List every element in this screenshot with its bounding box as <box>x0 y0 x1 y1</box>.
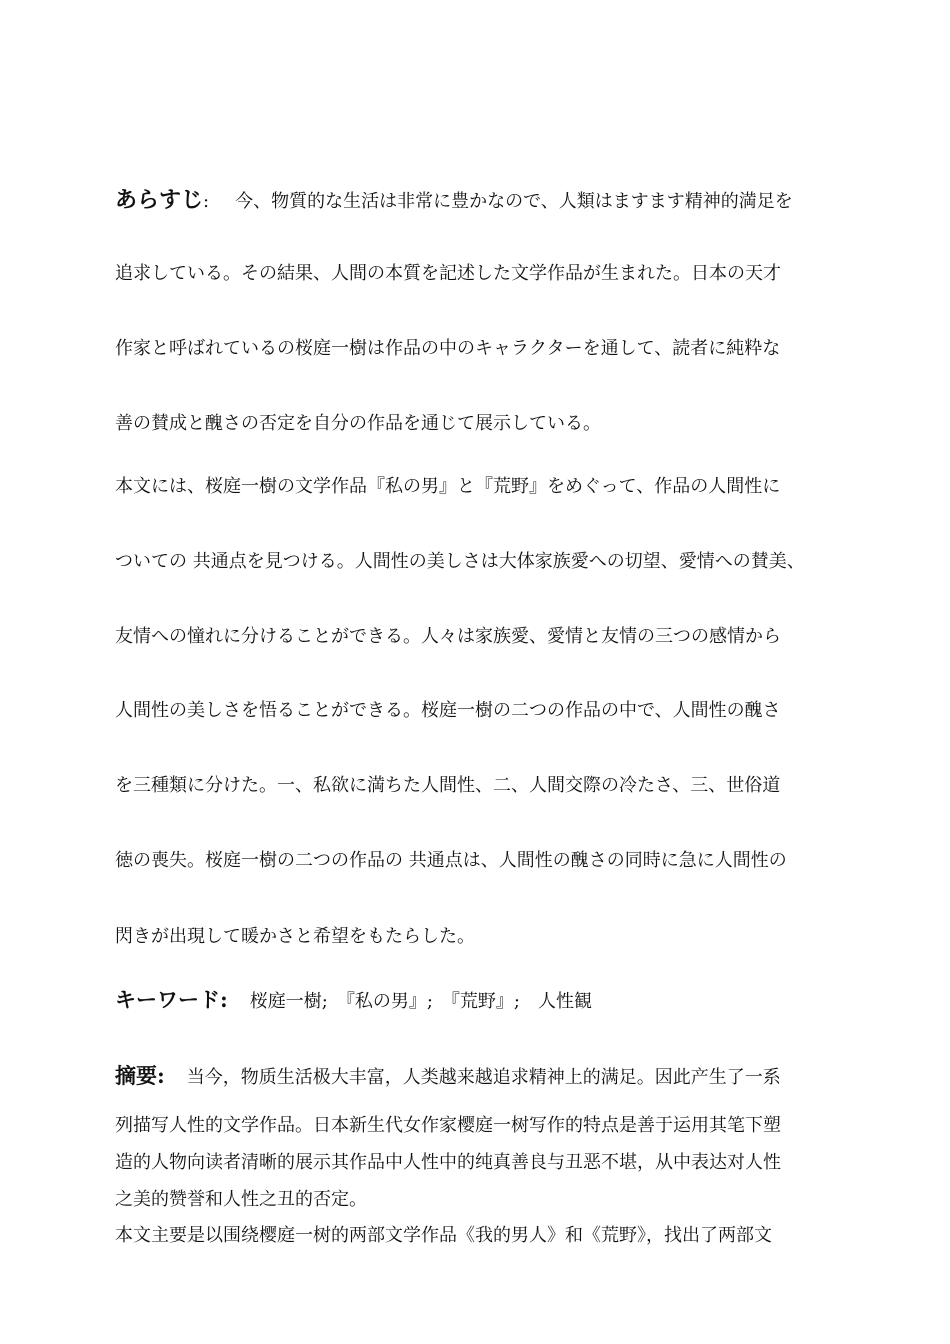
arasuji-line-4: 善の賛成と醜さの否定を自分の作品を通じて展示している。 <box>115 413 601 434</box>
abstract-cn-line-3: 造的人物向读者清晰的展示其作品中人性中的纯真善良与丑恶不堪，从中表达对人性 <box>115 1152 781 1173</box>
arasuji-line-6: ついての 共通点を見つける。人間性の美しさは大体家族愛への切望、愛情への賛美、 <box>115 551 805 572</box>
arasuji-line-3: 作家と呼ばれているの桜庭一樹は作品の中のキャラクターを通して、読者に純粋な <box>115 338 781 359</box>
arasuji-line-8: 人間性の美しさを悟ることができる。桜庭一樹の二つの作品の中で、人間性の醜さ <box>115 700 781 721</box>
abstract-cn-label: 摘要: <box>115 1063 165 1088</box>
abstract-cn-line-2: 列描写人性的文学作品。日本新生代女作家樱庭一树写作的特点是善于运用其笔下塑 <box>115 1115 781 1136</box>
arasuji-line-1: 今、物質的な生活は非常に豊かなので、人類はますます精神的満足を <box>235 191 793 212</box>
arasuji-line-7: 友情への憧れに分けることができる。人々は家族愛、愛情と友情の三つの感情から <box>115 626 781 647</box>
abstract-cn-line-4: 之美的赞誉和人性之丑的否定。 <box>115 1189 367 1210</box>
arasuji-line-10: 徳の喪失。桜庭一樹の二つの作品の 共通点は、人間性の醜さの同時に急に人間性の <box>115 850 787 871</box>
arasuji-label: あらすじ <box>115 187 204 213</box>
keywords-text: 桜庭一樹; 『私の男』; 『荒野』; 人性観 <box>249 991 592 1012</box>
arasuji-line-2: 追求している。その結果、人間の本質を記述した文学作品が生まれた。日本の天才 <box>115 263 781 284</box>
abstract-cn-line-1: 当今，物质生活极大丰富，人类越来越追求精神上的满足。因此产生了一系 <box>186 1067 781 1088</box>
arasuji-separator: : <box>203 191 210 212</box>
abstract-cn-line-5: 本文主要是以围绕樱庭一树的两部文学作品《我的男人》和《荒野》，找出了两部文 <box>115 1225 772 1246</box>
arasuji-line-9: を三種類に分けた。一、私欲に満ちた人間性、二、人間交際の冷たさ、三、世俗道 <box>115 775 781 796</box>
arasuji-first-line <box>115 183 793 214</box>
keywords-label: キーワード: <box>115 987 228 1012</box>
abstract-cn-first-line <box>115 1060 781 1090</box>
arasuji-line-5: 本文には、桜庭一樹の文学作品『私の男』と『荒野』をめぐって、作品の人間性に <box>115 476 781 497</box>
keywords-line <box>115 984 592 1014</box>
arasuji-line-11: 閃きが出現して暖かさと希望をもたらした。 <box>115 926 475 947</box>
